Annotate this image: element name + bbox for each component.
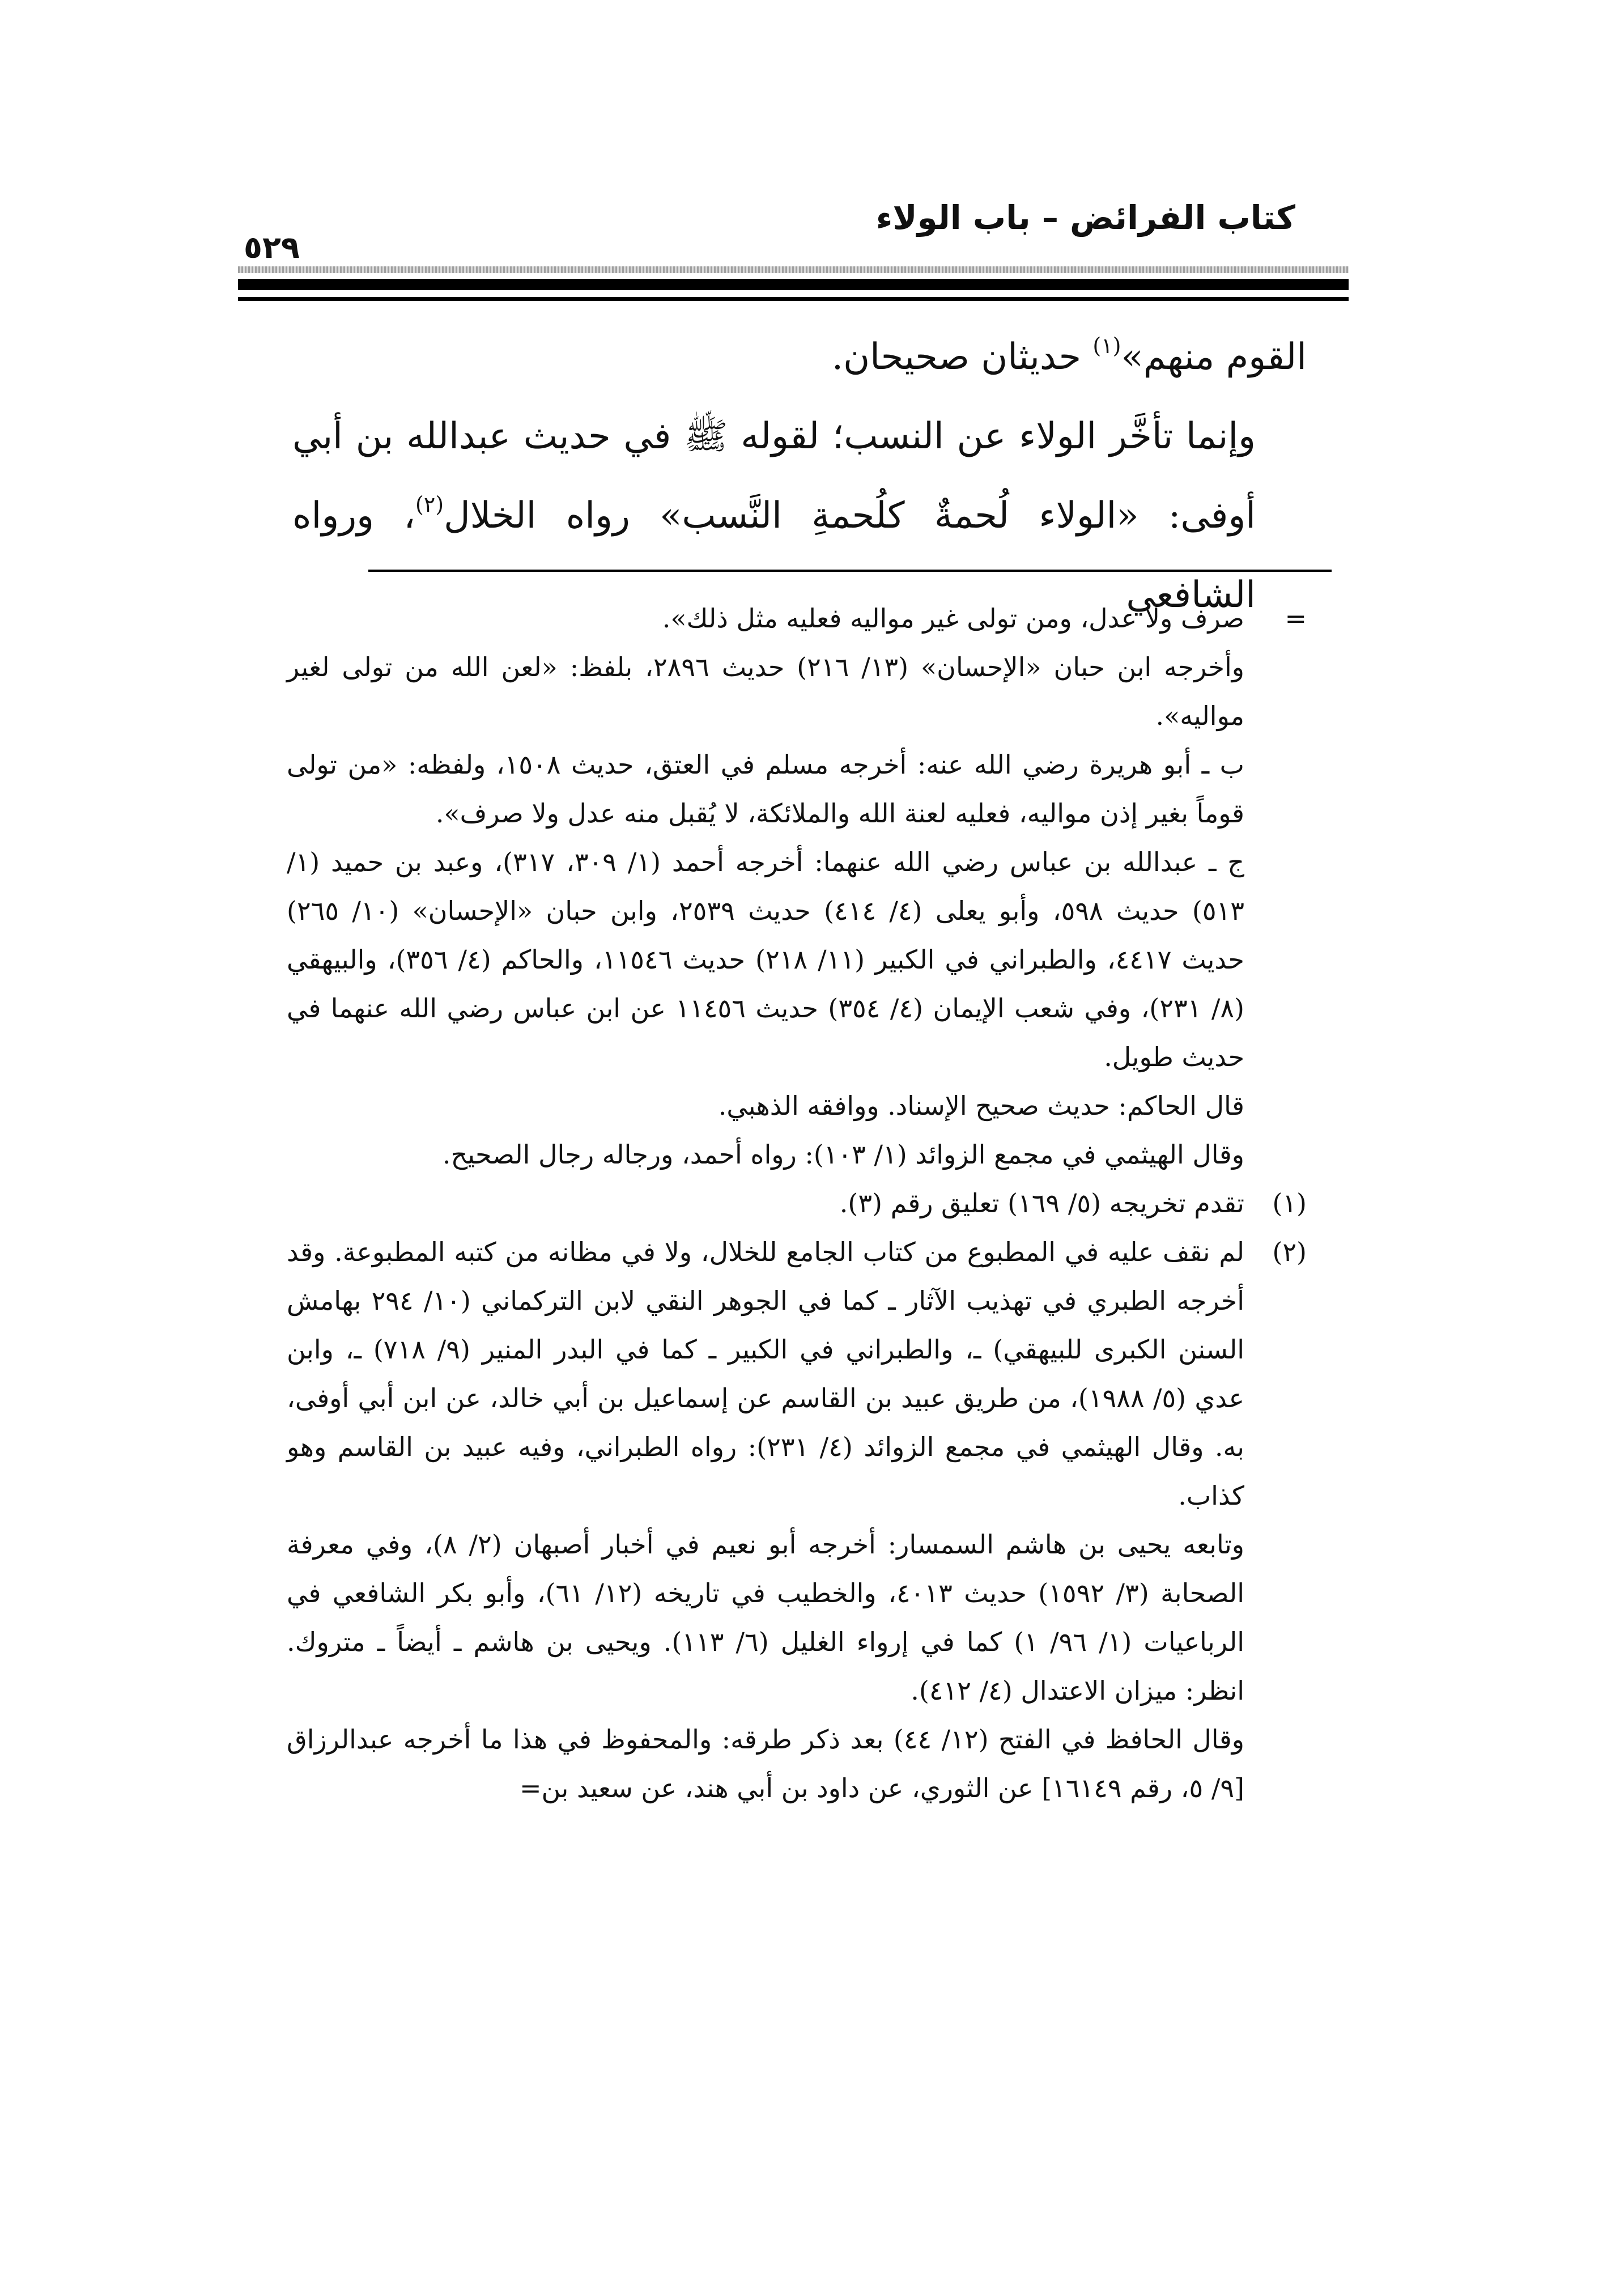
footnote-2-paragraph-2: وتابعه يحيى بن هاشم السمسار: أخرجه أبو نعيم في أخبار أصبهان (٢/ ٨)، وفي معرفة الصحابة (٣/ ١٥٩٢) حديث ٤٠١٣، والخطيب في تاريخه (١٢/ ٦١)، وأبو بكر الشافعي في الرباعيات (١/ ٩٦/ ١) كما في إرواء الغليل (٦/ ١١٣). ويحيى بن هاشم ـ أيضاً ـ متروك. انظر: ميزان الاعتدال (٤/ ٤١٢). (287, 1529, 1245, 1706)
footnote-continuation: = صرف ولا عدل، ومن تولى غير مواليه فعليه مثل ذلك». (287, 594, 1307, 643)
header-decoration-band (238, 266, 1349, 273)
footnote-2-number: (٢) (1272, 1237, 1307, 1267)
footnote-line: ج ـ عبدالله بن عباس رضي الله عنهما: أخرجه أحمد (١/ ٣٠٩، ٣١٧)، وعبد بن حميد (١/ ٥١٣) حديث ٥٩٨، وأبو يعلى (٤/ ٤١٤) حديث ٢٥٣٩، وابن حبان «الإحسان» (١٠/ ٢٦٥) حديث ٤٤١٧، والطبراني في الكبير (١١/ ٢١٨) حديث ١١٥٤٦، والحاكم (٤/ ٣٥٦)، والبيهقي (٨/ ٢٣١)، وفي شعب الإيمان (٤/ ٣٥٤) حديث ١١٤٥٦ عن ابن عباس رضي الله عنهما في حديث طويل. (287, 847, 1245, 1072)
footnote-line: قال الحاكم: حديث صحيح الإسناد. ووافقه الذهبي. (718, 1090, 1244, 1121)
running-title: كتاب الفرائض – باب الولاء (875, 198, 1295, 237)
footnote-line: وأخرجه ابن حبان «الإحسان» (١٣/ ٢١٦) حديث ٢٨٩٦، بلفظ: «لعن الله من تولى لغير مواليه». (287, 652, 1244, 731)
footnote-line: وقال الهيثمي في مجمع الزوائد (١/ ١٠٣): رواه أحمد، ورجاله رجال الصحيح. (442, 1139, 1244, 1170)
footnote-ref-1: (١) (1092, 333, 1121, 358)
footnote-1-number: (١) (1272, 1188, 1307, 1218)
main-paragraph-2: وإنما تأخَّر الولاء عن النسب؛ لقوله ﷺ في حديث عبدالله بن أبي أوفى: «الولاء لُحمةٌ كلُحمةِ النَّسب» رواه الخلال$^{(٢)}$، ورواه الشافعي (292, 415, 1256, 616)
continuation-marker: = (519, 1773, 542, 1803)
footnote-2: (٢) لم نقف عليه في المطبوع من كتاب الجامع للخلال، ولا في مظانه من كتبه المطبوعة. وقد أخرجه الطبري في تهذيب الآثار ـ كما في الجوهر النقي لابن التركماني (١٠/ ٢٩٤ بهامش السنن الكبرى للبيهقي) ـ، والطبراني في الكبير ـ كما في البدر المنير (٩/ ٧١٨) ـ، وابن عدي (٥/ ١٩٨٨)، من طريق عبيد بن القاسم عن إسماعيل بن أبي خالد، عن ابن أبي أوفى، به. وقال الهيثمي في مجمع الزوائد (٤/ ٢٣١): رواه الطبراني، وفيه عبيد بن القاسم وهو كذاب. (287, 1228, 1307, 1520)
main-text (292, 317, 1307, 635)
header-rule-thin (238, 297, 1349, 301)
header-rule-thick (238, 279, 1349, 290)
footnote-line: ب ـ أبو هريرة رضي الله عنه: أخرجه مسلم في العتق، حديث ١٥٠٨، ولفظه: «من تولى قوماً بغير إذن مواليه، فعليه لعنة الله والملائكة، لا يُقبل منه عدل ولا صرف». (287, 749, 1244, 829)
main-line-1: القوم منهم»$^{(١)}$ حديثان صحيحان. (831, 333, 1307, 378)
footnotes (287, 594, 1307, 1812)
page-number: ٥٢٩ (244, 230, 300, 265)
footnote-2-paragraph-3: وقال الحافظ في الفتح (١٢/ ٤٤) بعد ذكر طرقه: والمحفوظ في هذا ما أخرجه عبدالرزاق [٩/ ٥، رقم ١٦١٤٩] عن الثوري، عن داود بن أبي هند، عن سعيد بن= (287, 1724, 1244, 1803)
footnote-ref-2: (٢) (415, 492, 444, 517)
footnote-1: (١) تقدم تخريجه (٥/ ١٦٩) تعليق رقم (٣). (287, 1179, 1307, 1228)
footnote-separator (368, 570, 1332, 572)
